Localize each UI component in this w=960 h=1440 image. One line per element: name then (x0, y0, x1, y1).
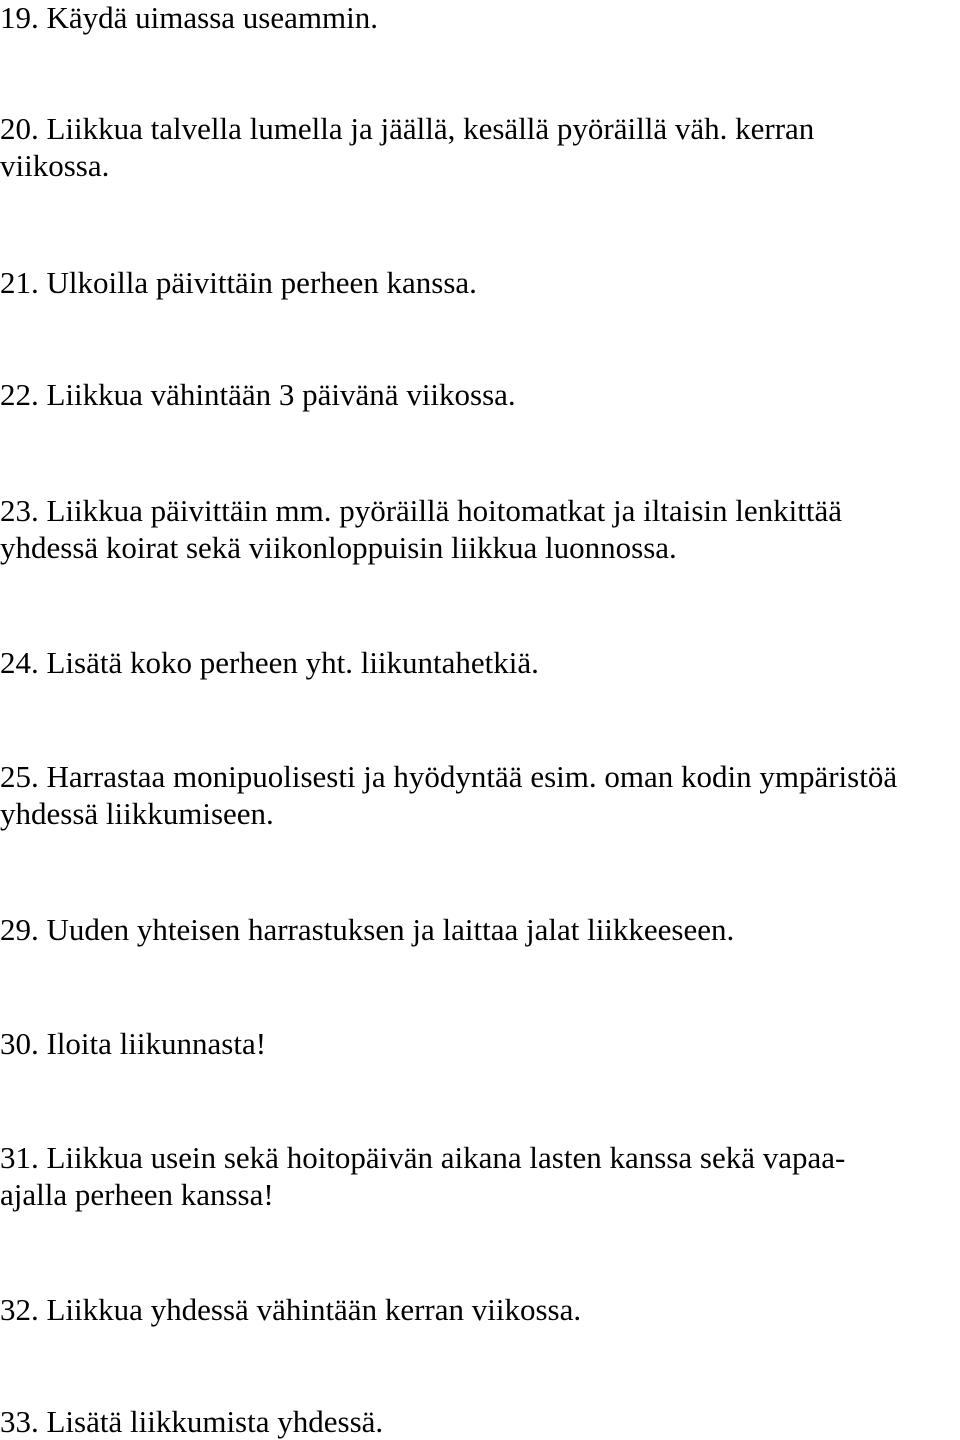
list-item (0, 1139, 845, 1213)
list-item (0, 110, 814, 184)
list-item (0, 1025, 266, 1062)
list-item-line: 24. Lisätä koko perheen yht. liikuntahetkiä. (0, 645, 539, 680)
list-item-line: 23. Liikkua päivittäin mm. pyöräillä hoitomatkat ja iltaisin lenkittää (0, 493, 842, 528)
list-item (0, 911, 734, 948)
list-item (0, 492, 842, 566)
list-item (0, 0, 378, 36)
list-item-line: 33. Lisätä liikkumista yhdessä. (0, 1404, 384, 1439)
list-item-line: 21. Ulkoilla päivittäin perheen kanssa. (0, 265, 477, 300)
list-item-line: yhdessä koirat sekä viikonloppuisin liikkua luonnossa. (0, 530, 677, 565)
list-item-line: 31. Liikkua usein sekä hoitopäivän aikana lasten kanssa sekä vapaa- (0, 1140, 846, 1175)
list-item (0, 1403, 383, 1440)
list-item-line: 25. Harrastaa monipuolisesti ja hyödyntää esim. oman kodin ympäristöä (0, 759, 898, 794)
list-item (0, 1291, 581, 1328)
list-item-line: viikossa. (0, 148, 110, 183)
list-item-line: 32. Liikkua yhdessä vähintään kerran viikossa. (0, 1292, 582, 1327)
list-item-line: 29. Uuden yhteisen harrastuksen ja laittaa jalat liikkeeseen. (0, 912, 735, 947)
list-item (0, 376, 516, 413)
list-item (0, 264, 477, 301)
list-item-line: 22. Liikkua vähintään 3 päivänä viikossa. (0, 377, 516, 412)
list-item-line: 20. Liikkua talvella lumella ja jäällä, kesällä pyöräillä väh. kerran (0, 111, 815, 146)
list-item (0, 758, 897, 832)
list-item-line: ajalla perheen kanssa! (0, 1177, 274, 1212)
list-item-line: 19. Käydä uimassa useammin. (0, 0, 378, 35)
list-item (0, 644, 539, 681)
list-item-line: yhdessä liikkumiseen. (0, 796, 274, 831)
list-item-line: 30. Iloita liikunnasta! (0, 1026, 267, 1061)
